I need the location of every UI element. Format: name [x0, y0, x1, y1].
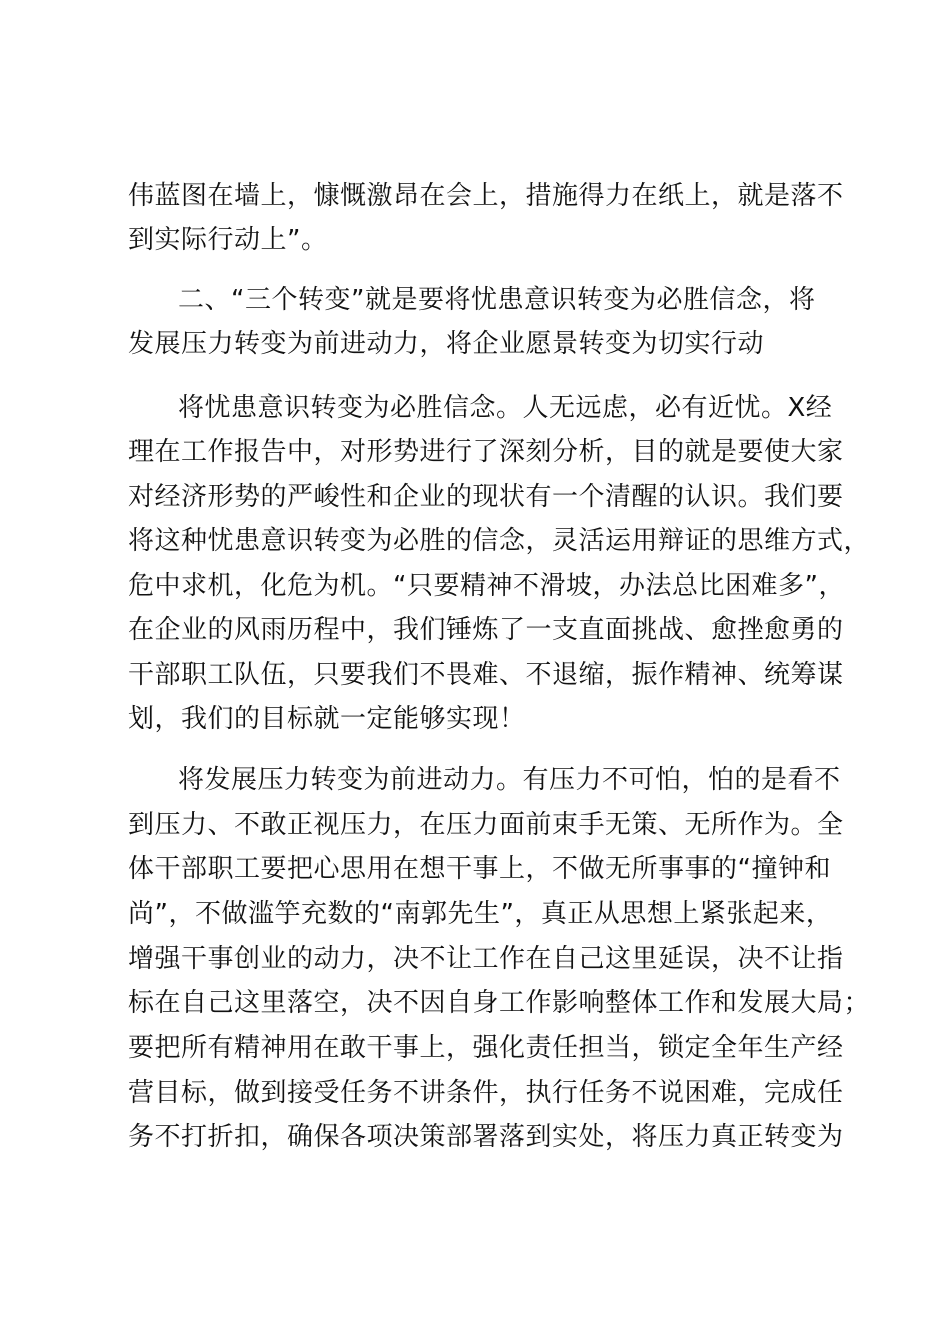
- text-line: 标在自己这里落空，决不因自身工作影响整体工作和发展大局；: [128, 988, 871, 1018]
- text-line: 尚”，不做滥竽充数的“南郭先生”，真正从思想上紧张起来，: [128, 899, 833, 929]
- text-line: 增强干事创业的动力，决不让工作在自己这里延误，决不让指: [128, 944, 844, 974]
- text-line: 理在工作报告中，对形势进行了深刻分析，目的就是要使大家: [128, 437, 844, 467]
- text-line: 到实际行动上”。: [128, 225, 328, 255]
- text-line: 到压力、不敢正视压力，在压力面前束手无策、无所作为。全: [128, 810, 844, 840]
- text-line: 在企业的风雨历程中，我们锤炼了一支直面挑战、愈挫愈勇的: [128, 615, 844, 645]
- text-line: 干部职工队伍，只要我们不畏难、不退缩，振作精神、统筹谋: [128, 660, 844, 690]
- text-line: 将发展压力转变为前进动力。有压力不可怕，怕的是看不: [178, 765, 841, 795]
- text-line: 要把所有精神用在敢干事上，强化责任担当，锁定全年生产经: [128, 1033, 844, 1063]
- text-line: 体干部职工要把心思用在想干事上，不做无所事事的“撞钟和: [128, 854, 831, 884]
- text-line: 划，我们的目标就一定能够实现！: [128, 704, 526, 734]
- text-line: 伟蓝图在墙上，慷慨激昂在会上，措施得力在纸上，就是落不: [128, 181, 844, 211]
- text-line: 危中求机，化危为机。“只要精神不滑坡，办法总比困难多”，: [128, 571, 845, 601]
- text-line: 将忧患意识转变为必胜信念。人无远虑，必有近忧。X经: [178, 393, 833, 423]
- text-line: 对经济形势的严峻性和企业的现状有一个清醒的认识。我们要: [128, 482, 844, 512]
- text-line: 务不打折扣，确保各项决策部署落到实处，将压力真正转变为: [128, 1122, 844, 1152]
- section-heading-line: 二、“三个转变”就是要将忧患意识转变为必胜信念，将: [178, 285, 816, 315]
- text-line: 将这种忧患意识转变为必胜的信念，灵活运用辩证的思维方式，: [128, 526, 871, 556]
- section-heading-line: 发展压力转变为前进动力，将企业愿景转变为切实行动: [128, 329, 765, 359]
- text-line: 营目标，做到接受任务不讲条件，执行任务不说困难，完成任: [128, 1078, 844, 1108]
